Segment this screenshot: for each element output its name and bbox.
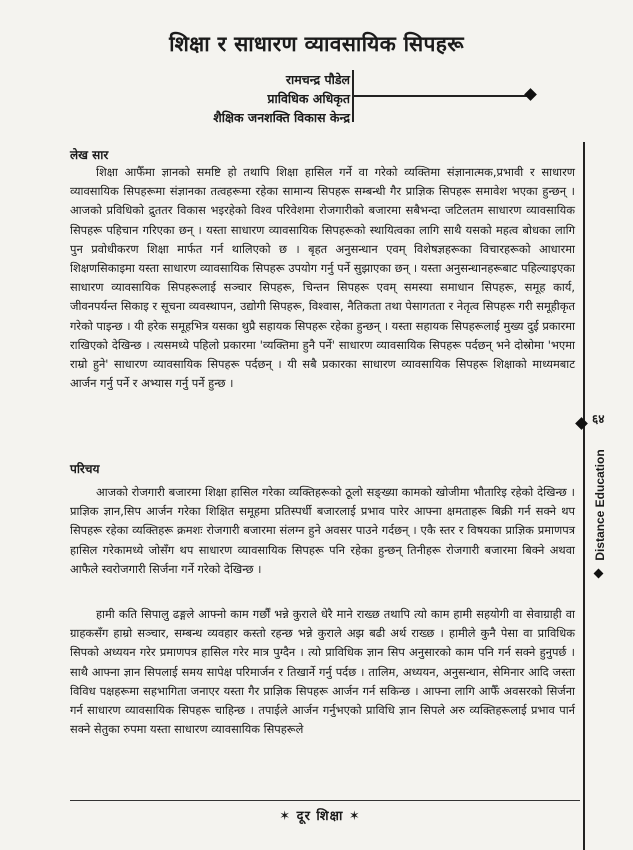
footer-text: ✶ दूर शिक्षा ✶ (279, 809, 361, 824)
abstract-heading: लेख सार (70, 148, 109, 162)
author-name: रामचन्द्र पौडेल (285, 72, 350, 87)
introduction-paragraph-1: आजको रोजगारी बजारमा शिक्षा हासिल गरेका व्यक्तिहरूको ठूलो सङ्ख्या कामको खोजीमा भौतारिइ रहेको देखिन्छ । प्राज्ञिक ज्ञान,सिप आर्जन गरेका शिक्षित समूहमा प्रतिस्पर्धी बजारलाई प्रभाव पारेर आफ्ना क्षमताहरू बिक्री गर्न सक्ने थप सिपहरू रहेका व्यक्तिहरू क्रमशः रोजगारी बजारमा संलग्न हुने अवसर पाउने गर्दछन् । एकै स्तर र विषयका प्राज्ञिक प्रमाणपत्र हासिल गरेकामध्ये जोसँग थप साधारण व्यावसायिक सिपहरू पनि रहेका हुन्छन् तिनीहरू रोजगारी बजारमा बिक्ने अथवा आफैले स्वरोजगारी सिर्जना गर्ने गरेको देखिन्छ । (70, 485, 575, 576)
page-marker-diamond-icon (575, 417, 588, 430)
author-position: प्राविधिक अधिकृत (267, 91, 350, 106)
abstract-text: शिक्षा आफैँमा ज्ञानको समष्टि हो तथापि शिक्षा हासिल गर्ने वा गरेको व्यक्तिमा संज्ञानात्मक,प्रभावी र साधारण व्यावसायिक सिपहरूमा संज्ञानका तत्वहरूमा रहेका सामान्य सिपहरू सम्बन्धी गैर प्राज्ञिक सिपहरू समावेश भएका हुन्छन् । आजको प्रविधिको द्रुततर विकास भइरहेको विश्व परिवेशमा रोजगारीको बजारमा सबैभन्दा जटिलतम साधारण व्यावसायिक सिपहरू पहिचान गरिएका छन् । यस्ता साधारण व्यावसायिक सिपहरूको स्थायित्वका लागि साथै यसको महत्व बोधका लागि पुन प्रवोधीकरण शिक्षा मार्फत गर्न थालिएको छ । बृहत अनुसन्धान एवम् विशेषज्ञहरूका विचारहरूको आधारमा शिक्षणसिकाइमा यस्ता साधारण व्यावसायिक सिपहरू उपयोग गर्नु पर्ने सुझाएका छन् । यस्ता अनुसन्धानहरूबाट पहिल्याइएका साधारण व्यावसायिक सिपहरूलाई सञ्चार सिपहरू, चिन्तन सिपहरू एवम् समस्या समाधान सिपहरू, समूह कार्य, जीवनपर्यन्त सिकाइ र सूचना व्यवस्थापन, उद्योगी सिपहरू, विश्वास, नैतिकता तथा पेसागतता र नेतृत्व सिपहरू गरी समूहीकृत गरेको पाइन्छ । यी हरेक समूहभित्र यसका थुप्रै सहायक सिपहरू रहेका हुन्छन् । यस्ता सहायक सिपहरूलाई मुख्य दुई प्रकारमा राखिएको देखिन्छ । त्यसमध्ये पहिलो प्रकारमा 'व्यक्तिमा हुनै पर्ने' साधारण व्यावसायिक सिपहरू पर्दछन् भने दोस्रोमा 'भएमा राम्रो हुने' साधारण व्यावसायिक सिपहरू पर्दछन् । यी सबै प्रकारका साधारण व्यावसायिक सिपहरू शिक्षाको माध्यमबाट आर्जन गर्नु पर्ने र अभ्यास गर्नु पर्ने हुन्छ । (70, 165, 575, 391)
side-label-text: Distance Education (593, 449, 607, 561)
author-organization: शैक्षिक जनशक्ति विकास केन्द्र (213, 110, 350, 125)
author-block (190, 70, 350, 127)
article-title: शिक्षा र साधारण व्यावसायिक सिपहरू (169, 32, 464, 56)
author-rule-horizontal (352, 95, 530, 97)
page-number: ६४ (592, 412, 605, 426)
introduction-paragraph-2: हामी कति सिपालु ढङ्गले आफ्नो काम गर्छौं भन्ने कुराले धेरै माने राख्छ तथापि त्यो काम हामी सहयोगी वा सेवाग्राही वा ग्राहकसँग हाम्रो सञ्चार, सम्बन्ध व्यवहार कस्तो रहन्छ भन्ने कुराले अझ बढी अर्थ राख्छ । हामीले कुनै पेसा वा प्राविधिक सिपको अध्ययन गरेर प्रमाणपत्र हासिल गरेर मात्र पुग्दैन । त्यो प्राविधिक ज्ञान सिप अनुसारको काम पनि गर्न सक्ने हुनुपर्छ । साथै आफ्ना ज्ञान सिपलाई समय सापेक्ष परिमार्जन र तिखार्ने गर्नु पर्दछ । तालिम, अध्ययन, अनुसन्धान, सेमिनार आदि जस्ता विविध पक्षहरूमा सहभागिता जनाएर यस्ता गैर प्राज्ञिक सिपहरू आर्जन गर्न सकिन्छ । आफ्ना लागि आफैँ अवसरको सिर्जना गर्न साधारण व्यावसायिक सिपहरू चाहिन्छ । तपाईले आर्जन गर्नुभएको प्राविधि ज्ञान सिपले अरु व्यक्तिहरूलाई प्रभाव पार्न सक्ने सेतुका रुपमा यस्ता साधारण व्यावसायिक सिपहरूले (70, 607, 575, 737)
diamond-icon (524, 88, 537, 101)
footer-rule (70, 800, 580, 801)
side-label (585, 440, 615, 570)
side-diamond-icon (594, 569, 604, 579)
introduction-heading: परिचय (70, 462, 100, 476)
